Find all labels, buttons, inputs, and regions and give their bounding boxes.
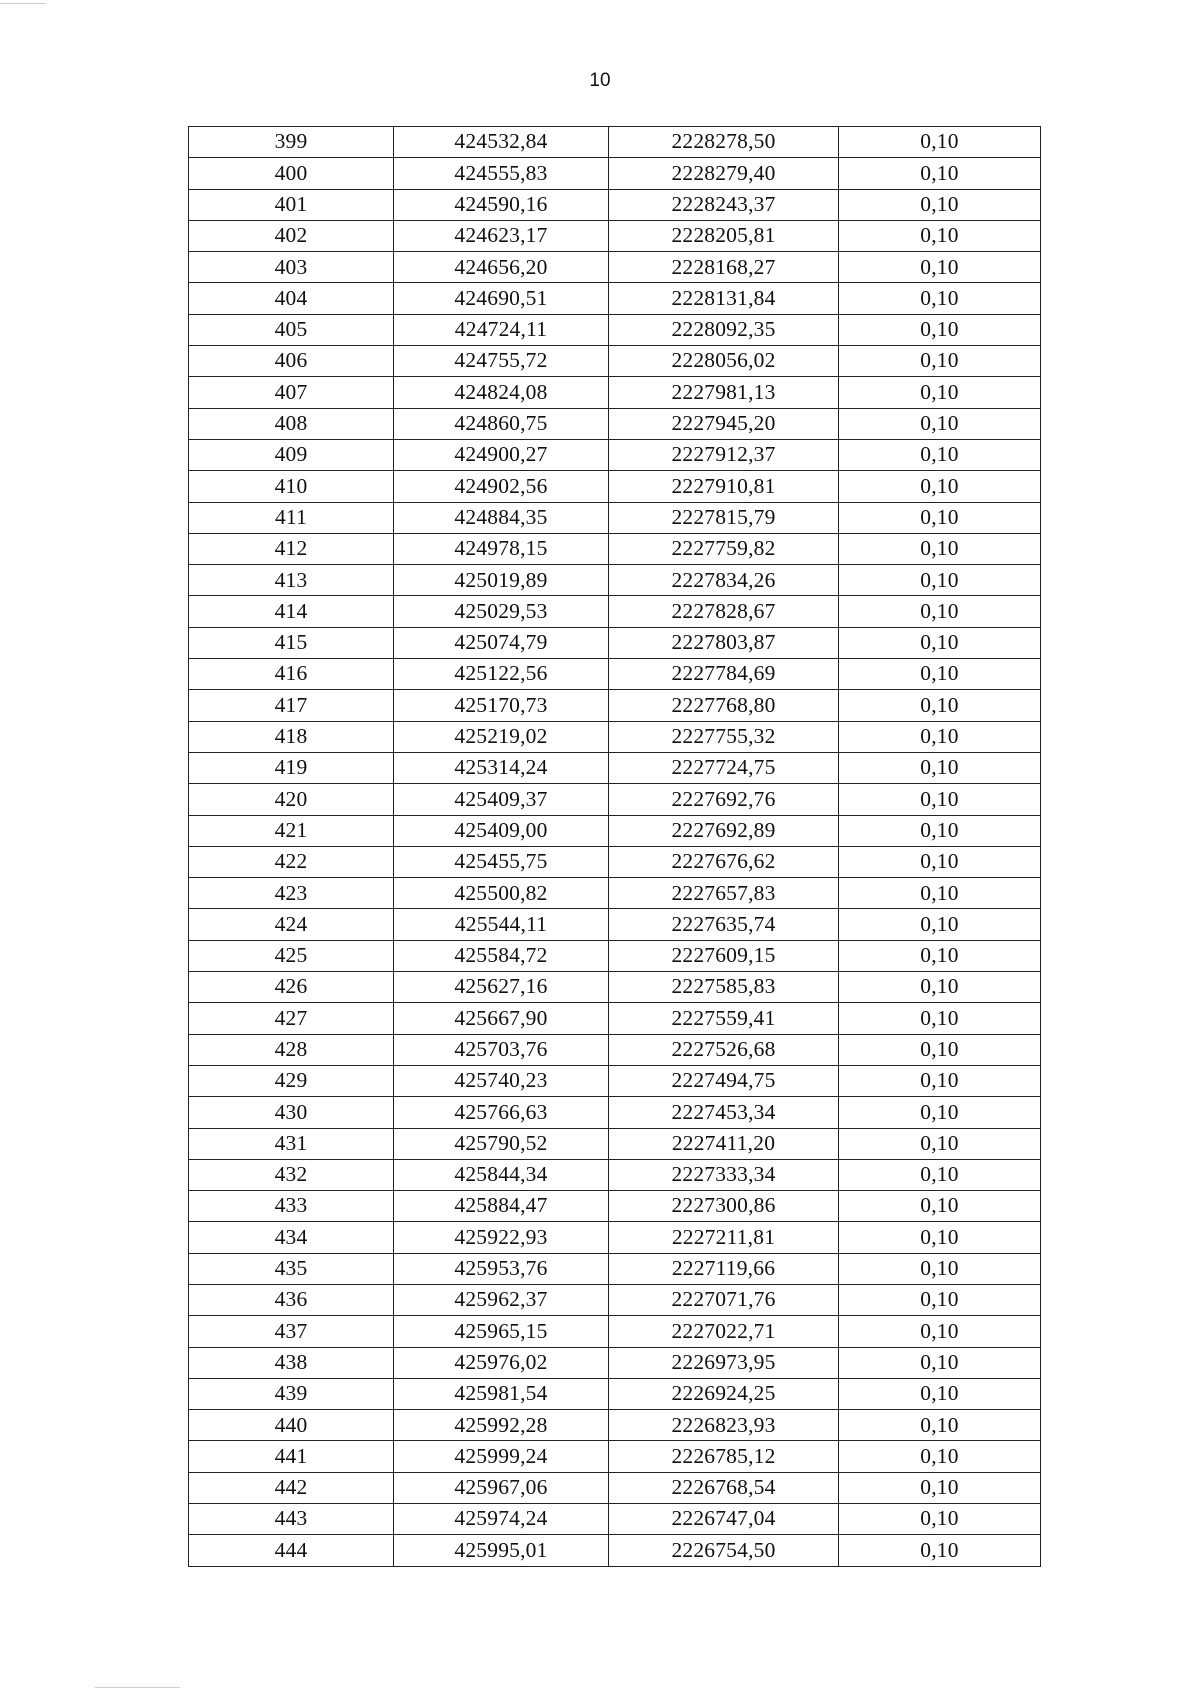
x-coordinate-cell: 425584,72 — [394, 940, 609, 971]
x-coordinate-cell: 425976,02 — [394, 1347, 609, 1378]
y-coordinate-cell: 2227333,34 — [609, 1159, 839, 1190]
accuracy-cell: 0,10 — [839, 1504, 1041, 1535]
point-number-cell: 442 — [189, 1472, 394, 1503]
y-coordinate-cell: 2227759,82 — [609, 533, 839, 564]
y-coordinate-cell: 2227071,76 — [609, 1284, 839, 1315]
table-row — [189, 972, 1041, 1003]
point-number-cell: 410 — [189, 471, 394, 502]
table-row — [189, 127, 1041, 158]
x-coordinate-cell: 424884,35 — [394, 502, 609, 533]
accuracy-cell: 0,10 — [839, 502, 1041, 533]
x-coordinate-cell: 425074,79 — [394, 627, 609, 658]
point-number-cell: 441 — [189, 1441, 394, 1472]
table-row — [189, 596, 1041, 627]
table-row — [189, 1347, 1041, 1378]
table-row — [189, 1504, 1041, 1535]
point-number-cell: 411 — [189, 502, 394, 533]
accuracy-cell: 0,10 — [839, 1472, 1041, 1503]
table-row — [189, 1472, 1041, 1503]
accuracy-cell: 0,10 — [839, 346, 1041, 377]
point-number-cell: 443 — [189, 1504, 394, 1535]
table-row — [189, 158, 1041, 189]
accuracy-cell: 0,10 — [839, 189, 1041, 220]
accuracy-cell: 0,10 — [839, 784, 1041, 815]
y-coordinate-cell: 2227828,67 — [609, 596, 839, 627]
accuracy-cell: 0,10 — [839, 1410, 1041, 1441]
table-row — [189, 565, 1041, 596]
x-coordinate-cell: 425544,11 — [394, 909, 609, 940]
point-number-cell: 423 — [189, 878, 394, 909]
point-number-cell: 414 — [189, 596, 394, 627]
table-row — [189, 283, 1041, 314]
y-coordinate-cell: 2227981,13 — [609, 377, 839, 408]
y-coordinate-cell: 2227834,26 — [609, 565, 839, 596]
point-number-cell: 435 — [189, 1253, 394, 1284]
point-number-cell: 430 — [189, 1097, 394, 1128]
y-coordinate-cell: 2226768,54 — [609, 1472, 839, 1503]
accuracy-cell: 0,10 — [839, 878, 1041, 909]
accuracy-cell: 0,10 — [839, 940, 1041, 971]
x-coordinate-cell: 425844,34 — [394, 1159, 609, 1190]
y-coordinate-cell: 2227692,89 — [609, 815, 839, 846]
x-coordinate-cell: 425122,56 — [394, 659, 609, 690]
accuracy-cell: 0,10 — [839, 1097, 1041, 1128]
accuracy-cell: 0,10 — [839, 972, 1041, 1003]
point-number-cell: 436 — [189, 1284, 394, 1315]
x-coordinate-cell: 425992,28 — [394, 1410, 609, 1441]
y-coordinate-cell: 2226785,12 — [609, 1441, 839, 1472]
x-coordinate-cell: 424532,84 — [394, 127, 609, 158]
x-coordinate-cell: 424623,17 — [394, 220, 609, 251]
x-coordinate-cell: 425884,47 — [394, 1191, 609, 1222]
table-row — [189, 1378, 1041, 1409]
point-number-cell: 418 — [189, 721, 394, 752]
y-coordinate-cell: 2226823,93 — [609, 1410, 839, 1441]
y-coordinate-cell: 2228131,84 — [609, 283, 839, 314]
accuracy-cell: 0,10 — [839, 314, 1041, 345]
point-number-cell: 408 — [189, 408, 394, 439]
point-number-cell: 421 — [189, 815, 394, 846]
page-number: 10 — [589, 70, 611, 91]
table-row — [189, 690, 1041, 721]
accuracy-cell: 0,10 — [839, 659, 1041, 690]
y-coordinate-cell: 2227494,75 — [609, 1065, 839, 1096]
x-coordinate-cell: 425409,37 — [394, 784, 609, 815]
point-number-cell: 434 — [189, 1222, 394, 1253]
y-coordinate-cell: 2227609,15 — [609, 940, 839, 971]
accuracy-cell: 0,10 — [839, 627, 1041, 658]
y-coordinate-cell: 2227585,83 — [609, 972, 839, 1003]
accuracy-cell: 0,10 — [839, 1441, 1041, 1472]
point-number-cell: 440 — [189, 1410, 394, 1441]
y-coordinate-cell: 2227803,87 — [609, 627, 839, 658]
y-coordinate-cell: 2228092,35 — [609, 314, 839, 345]
point-number-cell: 416 — [189, 659, 394, 690]
y-coordinate-cell: 2226754,50 — [609, 1535, 839, 1566]
point-number-cell: 405 — [189, 314, 394, 345]
y-coordinate-cell: 2226973,95 — [609, 1347, 839, 1378]
table-row — [189, 1316, 1041, 1347]
point-number-cell: 444 — [189, 1535, 394, 1566]
table-row — [189, 1441, 1041, 1472]
x-coordinate-cell: 425029,53 — [394, 596, 609, 627]
x-coordinate-cell: 425740,23 — [394, 1065, 609, 1096]
y-coordinate-cell: 2228056,02 — [609, 346, 839, 377]
y-coordinate-cell: 2227724,75 — [609, 752, 839, 783]
table-row — [189, 627, 1041, 658]
point-number-cell: 425 — [189, 940, 394, 971]
accuracy-cell: 0,10 — [839, 127, 1041, 158]
x-coordinate-cell: 425981,54 — [394, 1378, 609, 1409]
point-number-cell: 407 — [189, 377, 394, 408]
y-coordinate-cell: 2228168,27 — [609, 252, 839, 283]
accuracy-cell: 0,10 — [839, 1128, 1041, 1159]
accuracy-cell: 0,10 — [839, 1378, 1041, 1409]
x-coordinate-cell: 425965,15 — [394, 1316, 609, 1347]
table-row — [189, 502, 1041, 533]
table-row — [189, 1253, 1041, 1284]
point-number-cell: 429 — [189, 1065, 394, 1096]
point-number-cell: 404 — [189, 283, 394, 314]
accuracy-cell: 0,10 — [839, 846, 1041, 877]
table-row — [189, 252, 1041, 283]
table-row — [189, 940, 1041, 971]
y-coordinate-cell: 2227912,37 — [609, 439, 839, 470]
point-number-cell: 401 — [189, 189, 394, 220]
point-number-cell: 399 — [189, 127, 394, 158]
point-number-cell: 437 — [189, 1316, 394, 1347]
accuracy-cell: 0,10 — [839, 439, 1041, 470]
x-coordinate-cell: 424590,16 — [394, 189, 609, 220]
coordinates-table-body — [189, 127, 1041, 1567]
table-row — [189, 721, 1041, 752]
x-coordinate-cell: 425974,24 — [394, 1504, 609, 1535]
point-number-cell: 409 — [189, 439, 394, 470]
y-coordinate-cell: 2228243,37 — [609, 189, 839, 220]
scan-artifact-top — [0, 3, 46, 4]
accuracy-cell: 0,10 — [839, 752, 1041, 783]
table-row — [189, 846, 1041, 877]
x-coordinate-cell: 424690,51 — [394, 283, 609, 314]
accuracy-cell: 0,10 — [839, 1003, 1041, 1034]
table-row — [189, 533, 1041, 564]
table-row — [189, 377, 1041, 408]
accuracy-cell: 0,10 — [839, 596, 1041, 627]
accuracy-cell: 0,10 — [839, 471, 1041, 502]
table-row — [189, 439, 1041, 470]
point-number-cell: 412 — [189, 533, 394, 564]
accuracy-cell: 0,10 — [839, 1034, 1041, 1065]
x-coordinate-cell: 424656,20 — [394, 252, 609, 283]
table-row — [189, 1097, 1041, 1128]
table-row — [189, 408, 1041, 439]
accuracy-cell: 0,10 — [839, 1065, 1041, 1096]
point-number-cell: 422 — [189, 846, 394, 877]
accuracy-cell: 0,10 — [839, 909, 1041, 940]
y-coordinate-cell: 2227910,81 — [609, 471, 839, 502]
accuracy-cell: 0,10 — [839, 252, 1041, 283]
y-coordinate-cell: 2227559,41 — [609, 1003, 839, 1034]
point-number-cell: 428 — [189, 1034, 394, 1065]
point-number-cell: 439 — [189, 1378, 394, 1409]
accuracy-cell: 0,10 — [839, 1347, 1041, 1378]
x-coordinate-cell: 425409,00 — [394, 815, 609, 846]
x-coordinate-cell: 425170,73 — [394, 690, 609, 721]
accuracy-cell: 0,10 — [839, 283, 1041, 314]
table-row — [189, 1003, 1041, 1034]
y-coordinate-cell: 2227453,34 — [609, 1097, 839, 1128]
table-row — [189, 752, 1041, 783]
x-coordinate-cell: 425500,82 — [394, 878, 609, 909]
accuracy-cell: 0,10 — [839, 1253, 1041, 1284]
point-number-cell: 433 — [189, 1191, 394, 1222]
y-coordinate-cell: 2227784,69 — [609, 659, 839, 690]
accuracy-cell: 0,10 — [839, 690, 1041, 721]
accuracy-cell: 0,10 — [839, 533, 1041, 564]
y-coordinate-cell: 2227945,20 — [609, 408, 839, 439]
y-coordinate-cell: 2228205,81 — [609, 220, 839, 251]
table-row — [189, 1410, 1041, 1441]
y-coordinate-cell: 2227768,80 — [609, 690, 839, 721]
y-coordinate-cell: 2227692,76 — [609, 784, 839, 815]
accuracy-cell: 0,10 — [839, 377, 1041, 408]
point-number-cell: 415 — [189, 627, 394, 658]
y-coordinate-cell: 2227755,32 — [609, 721, 839, 752]
y-coordinate-cell: 2227526,68 — [609, 1034, 839, 1065]
point-number-cell: 431 — [189, 1128, 394, 1159]
point-number-cell: 417 — [189, 690, 394, 721]
table-row — [189, 815, 1041, 846]
y-coordinate-cell: 2227657,83 — [609, 878, 839, 909]
table-row — [189, 1128, 1041, 1159]
accuracy-cell: 0,10 — [839, 220, 1041, 251]
point-number-cell: 424 — [189, 909, 394, 940]
x-coordinate-cell: 424860,75 — [394, 408, 609, 439]
x-coordinate-cell: 425962,37 — [394, 1284, 609, 1315]
x-coordinate-cell: 425967,06 — [394, 1472, 609, 1503]
y-coordinate-cell: 2227635,74 — [609, 909, 839, 940]
x-coordinate-cell: 425019,89 — [394, 565, 609, 596]
table-row — [189, 1191, 1041, 1222]
x-coordinate-cell: 425627,16 — [394, 972, 609, 1003]
table-row — [189, 1159, 1041, 1190]
y-coordinate-cell: 2226747,04 — [609, 1504, 839, 1535]
x-coordinate-cell: 425953,76 — [394, 1253, 609, 1284]
table-row — [189, 189, 1041, 220]
point-number-cell: 406 — [189, 346, 394, 377]
accuracy-cell: 0,10 — [839, 565, 1041, 596]
accuracy-cell: 0,10 — [839, 158, 1041, 189]
point-number-cell: 426 — [189, 972, 394, 1003]
point-number-cell: 419 — [189, 752, 394, 783]
x-coordinate-cell: 424724,11 — [394, 314, 609, 345]
table-row — [189, 1535, 1041, 1566]
table-row — [189, 346, 1041, 377]
accuracy-cell: 0,10 — [839, 1159, 1041, 1190]
table-row — [189, 471, 1041, 502]
x-coordinate-cell: 424824,08 — [394, 377, 609, 408]
point-number-cell: 403 — [189, 252, 394, 283]
point-number-cell: 413 — [189, 565, 394, 596]
y-coordinate-cell: 2227300,86 — [609, 1191, 839, 1222]
accuracy-cell: 0,10 — [839, 1535, 1041, 1566]
coordinates-table-wrapper — [188, 126, 1040, 1567]
x-coordinate-cell: 425790,52 — [394, 1128, 609, 1159]
accuracy-cell: 0,10 — [839, 721, 1041, 752]
y-coordinate-cell: 2226924,25 — [609, 1378, 839, 1409]
x-coordinate-cell: 424755,72 — [394, 346, 609, 377]
accuracy-cell: 0,10 — [839, 1222, 1041, 1253]
x-coordinate-cell: 425999,24 — [394, 1441, 609, 1472]
x-coordinate-cell: 425314,24 — [394, 752, 609, 783]
table-row — [189, 1284, 1041, 1315]
scan-artifact-bottom — [95, 1687, 180, 1688]
table-row — [189, 220, 1041, 251]
point-number-cell: 420 — [189, 784, 394, 815]
table-row — [189, 314, 1041, 345]
x-coordinate-cell: 425703,76 — [394, 1034, 609, 1065]
table-row — [189, 878, 1041, 909]
x-coordinate-cell: 424900,27 — [394, 439, 609, 470]
point-number-cell: 438 — [189, 1347, 394, 1378]
table-row — [189, 659, 1041, 690]
x-coordinate-cell: 424902,56 — [394, 471, 609, 502]
y-coordinate-cell: 2228279,40 — [609, 158, 839, 189]
table-row — [189, 1065, 1041, 1096]
point-number-cell: 402 — [189, 220, 394, 251]
y-coordinate-cell: 2228278,50 — [609, 127, 839, 158]
table-row — [189, 1034, 1041, 1065]
y-coordinate-cell: 2227022,71 — [609, 1316, 839, 1347]
y-coordinate-cell: 2227119,66 — [609, 1253, 839, 1284]
accuracy-cell: 0,10 — [839, 1284, 1041, 1315]
x-coordinate-cell: 425667,90 — [394, 1003, 609, 1034]
point-number-cell: 432 — [189, 1159, 394, 1190]
x-coordinate-cell: 425455,75 — [394, 846, 609, 877]
x-coordinate-cell: 425219,02 — [394, 721, 609, 752]
table-row — [189, 909, 1041, 940]
x-coordinate-cell: 424978,15 — [394, 533, 609, 564]
x-coordinate-cell: 425922,93 — [394, 1222, 609, 1253]
x-coordinate-cell: 425766,63 — [394, 1097, 609, 1128]
y-coordinate-cell: 2227211,81 — [609, 1222, 839, 1253]
y-coordinate-cell: 2227411,20 — [609, 1128, 839, 1159]
accuracy-cell: 0,10 — [839, 1191, 1041, 1222]
accuracy-cell: 0,10 — [839, 1316, 1041, 1347]
y-coordinate-cell: 2227676,62 — [609, 846, 839, 877]
point-number-cell: 400 — [189, 158, 394, 189]
accuracy-cell: 0,10 — [839, 815, 1041, 846]
y-coordinate-cell: 2227815,79 — [609, 502, 839, 533]
coordinates-table — [188, 126, 1041, 1567]
point-number-cell: 427 — [189, 1003, 394, 1034]
table-row — [189, 1222, 1041, 1253]
x-coordinate-cell: 425995,01 — [394, 1535, 609, 1566]
x-coordinate-cell: 424555,83 — [394, 158, 609, 189]
accuracy-cell: 0,10 — [839, 408, 1041, 439]
table-row — [189, 784, 1041, 815]
